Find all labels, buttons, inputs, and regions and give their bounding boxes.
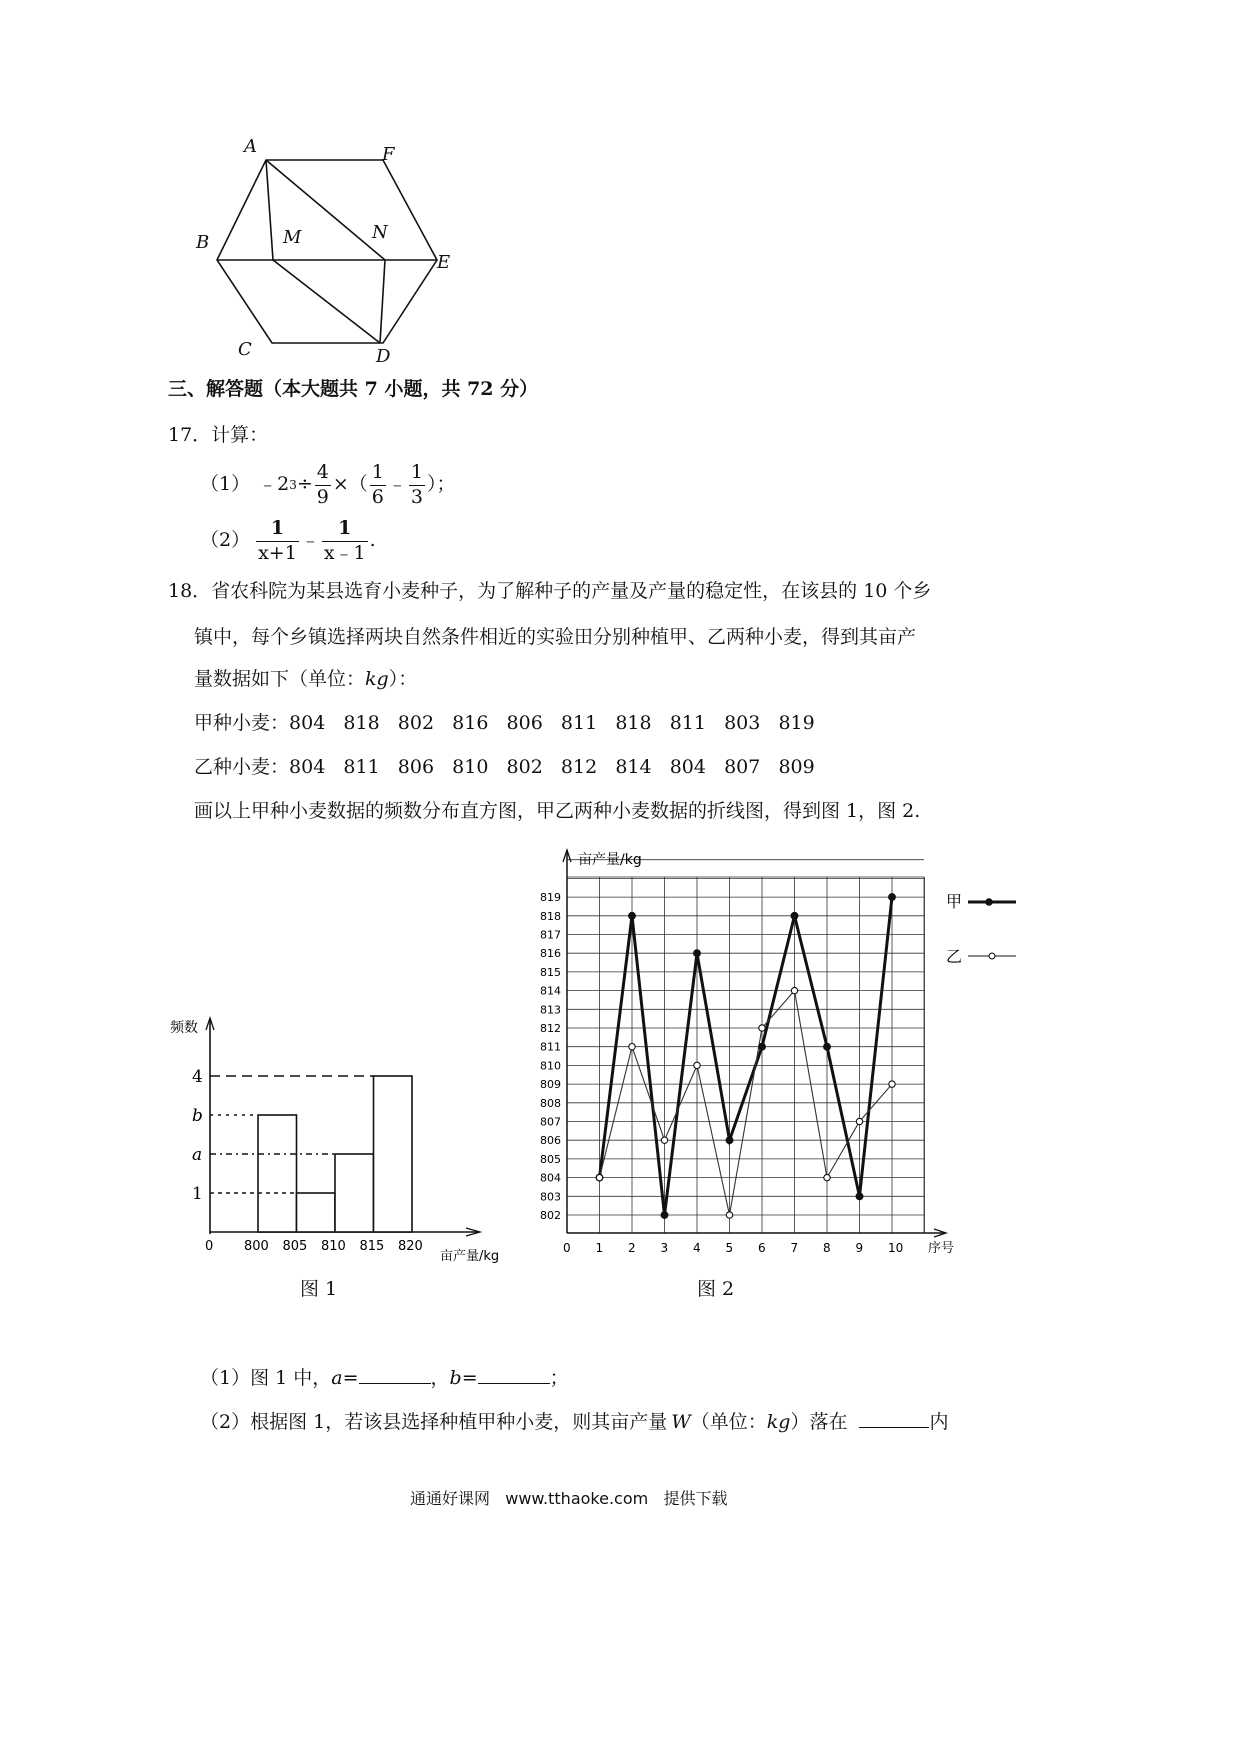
frac-den: x+1: [258, 541, 297, 564]
y-tick-label: 814: [540, 984, 561, 998]
sub2-text-d: 内: [929, 1411, 949, 1433]
series-point-乙: [759, 1025, 765, 1031]
series-point-乙: [694, 1062, 700, 1068]
series-point-甲: [856, 1193, 863, 1200]
q17-p1-lead: ﹣2: [258, 473, 290, 496]
label-C: C: [238, 339, 252, 360]
series-point-甲: [661, 1212, 668, 1219]
x-tick-label: 815: [359, 1239, 385, 1254]
series-point-甲: [694, 950, 701, 957]
y-tick-label: 802: [540, 1209, 561, 1222]
series-point-乙: [629, 1044, 635, 1050]
answer-blank-w[interactable]: [859, 1410, 929, 1428]
x-tick-label: 805: [282, 1239, 308, 1254]
q17-part1: [200, 462, 455, 508]
segment-AM: [266, 160, 273, 260]
series-point-乙: [596, 1174, 602, 1180]
yi-label: 乙种小麦：: [194, 756, 290, 778]
x-tick-label: 810: [321, 1239, 346, 1254]
q17-p1-label: （1）: [200, 473, 251, 496]
q17-p2-minus: ﹣: [300, 529, 320, 552]
q17-p1-minus: ﹣: [387, 473, 407, 496]
semicolon: ；: [549, 1367, 569, 1389]
y-axis-label: 亩产量/kg: [578, 852, 642, 868]
jia-label: 甲种小麦：: [194, 712, 290, 734]
sub1-text: （1）图 1 中，: [200, 1367, 332, 1389]
series-point-甲: [759, 1043, 766, 1050]
frac-num: 1: [409, 461, 425, 486]
x-axis-label: 序号: [928, 1241, 955, 1256]
q18-yi-row: [194, 756, 815, 780]
answer-blank-a[interactable]: [359, 1366, 431, 1384]
legend-marker-jia: [986, 899, 993, 906]
x-tick-label: 800: [244, 1239, 269, 1254]
legend-label: 甲: [946, 892, 963, 911]
y-tick-label: 819: [540, 891, 561, 905]
y-tick-label: 808: [540, 1096, 561, 1110]
y-tick-label: 815: [540, 965, 561, 979]
series-point-乙: [856, 1118, 862, 1124]
x-tick-label: 4: [693, 1241, 701, 1255]
x-tick-label: 1: [595, 1241, 604, 1255]
q17-p2-label: （2）: [200, 529, 251, 552]
histogram-bar: [297, 1193, 336, 1232]
series-point-乙: [726, 1212, 732, 1218]
y-tick-label: 813: [540, 1003, 561, 1017]
q17-p1-exp: 3: [289, 477, 297, 492]
hexagon-outline: [217, 160, 437, 343]
eq: =: [461, 1367, 478, 1389]
answer-blank-b[interactable]: [478, 1366, 550, 1384]
q17-p1-div: ÷: [296, 473, 313, 496]
x-tick-label: 0: [205, 1239, 214, 1254]
section-title: 三、解答题（本大题共 7 小题，共 72 分）: [168, 378, 539, 400]
label-E: E: [437, 252, 451, 273]
y-tick-label: 816: [540, 947, 561, 961]
frac-den: 3: [410, 485, 423, 508]
frac-den: 6: [371, 485, 384, 508]
q17-p1-frac3: [409, 461, 425, 510]
series-line-甲: [600, 897, 893, 1215]
frac-num: 1: [256, 517, 299, 542]
q17-p1-frac1: [315, 461, 331, 510]
segment-ND: [380, 260, 385, 343]
label-D: D: [376, 346, 391, 367]
yi-values: 804 811 806 810 802 812 814 804 807 809: [289, 756, 815, 778]
figure2-line-chart: [525, 840, 1030, 1260]
series-point-乙: [661, 1137, 667, 1143]
figure2-caption: 图 2: [697, 1278, 735, 1300]
label-M: M: [283, 227, 302, 248]
series-point-甲: [889, 894, 896, 901]
var-b: b: [449, 1367, 462, 1389]
x-tick-label: 5: [725, 1241, 734, 1255]
q17-p1-end: ）；: [426, 473, 456, 496]
y-tick-label: 817: [540, 928, 561, 942]
q18-line3-unit: kg: [365, 668, 389, 690]
legend-label: 乙: [946, 947, 963, 966]
series-point-乙: [824, 1174, 830, 1180]
q18-line1: 18．省农科院为某县选育小麦种子，为了解种子的产量及产量的稳定性，在该县的 10 个乡: [168, 580, 932, 602]
x-tick-label: 8: [823, 1241, 831, 1255]
series-point-乙: [889, 1081, 895, 1087]
x-tick-label: 7: [790, 1241, 799, 1255]
frac-den: x﹣1: [323, 541, 366, 564]
y-tick-label: 805: [540, 1152, 561, 1166]
frac-num: 4: [315, 461, 331, 486]
y-tick-label: 807: [540, 1115, 561, 1129]
y-tick-label: 811: [540, 1040, 561, 1054]
unit-kg: kg: [766, 1411, 791, 1433]
jia-values: 804 818 802 816 806 811 818 811 803 819: [289, 712, 815, 734]
var-w: W: [671, 1411, 691, 1433]
hexagon-figure: [196, 136, 470, 380]
y-tick-label: 818: [540, 909, 561, 923]
x-tick-label: 820: [398, 1239, 423, 1254]
histogram-bar: [335, 1154, 374, 1232]
y-tick-label: 4: [192, 1067, 203, 1087]
var-a: a: [331, 1367, 343, 1389]
q18-sub2: [200, 1410, 948, 1435]
series-point-甲: [824, 1043, 831, 1050]
x-tick-label: 9: [855, 1241, 864, 1255]
q18-line2: 镇中，每个乡镇选择两块自然条件相近的实验田分别种植甲、乙两种小麦，得到其亩产: [194, 626, 917, 648]
segment-MD: [273, 260, 380, 343]
q18-sub1: [200, 1366, 569, 1391]
q17-p1-times: ×（: [332, 473, 368, 496]
q17-stem: 17．计算：: [168, 424, 269, 446]
q18-line3-a: 量数据如下（单位：: [194, 668, 366, 690]
x-tick-label: 2: [628, 1241, 636, 1255]
q17-p2-end: .: [369, 529, 376, 552]
footer-text: 通通好课网 www.tthaoke.com 提供下载: [410, 1489, 728, 1508]
y-tick-label: 810: [540, 1059, 561, 1073]
frac-num: 1: [370, 461, 386, 486]
sub2-text: （2）根据图 1，若该县选择种植甲种小麦，则其亩产量: [200, 1411, 668, 1433]
sub2-text-c: ）落在: [790, 1411, 848, 1433]
x-axis-label: 亩产量/kg: [440, 1249, 500, 1264]
y-tick-label: 806: [540, 1134, 561, 1148]
q18-draw-line: 画以上甲种小麦数据的频数分布直方图，甲乙两种小麦数据的折线图，得到图 1，图 2.: [194, 800, 921, 822]
label-F: F: [382, 144, 395, 165]
histogram-bar: [374, 1076, 413, 1232]
sub2-text-b: （单位：: [690, 1411, 767, 1433]
q18-line3: [194, 668, 417, 692]
q17-p2-frac1: [256, 517, 299, 566]
series-point-乙: [791, 987, 797, 993]
legend-marker-yi: [989, 953, 995, 959]
x-tick-label: 6: [758, 1241, 766, 1255]
q17-p1-frac2: [370, 461, 386, 510]
x-tick-label: 0: [563, 1241, 571, 1255]
y-tick-label: 803: [540, 1190, 561, 1204]
q17-p2-frac2: [322, 517, 368, 566]
y-tick-label: 1: [192, 1184, 203, 1204]
eq: =: [342, 1367, 359, 1389]
histogram-bar: [258, 1115, 297, 1232]
y-tick-label: a: [192, 1145, 203, 1165]
label-N: N: [372, 222, 388, 243]
label-B: B: [196, 232, 210, 253]
x-tick-label: 3: [660, 1241, 669, 1255]
frac-num: 1: [322, 517, 368, 542]
y-tick-label: 812: [540, 1022, 561, 1035]
label-A: A: [244, 136, 257, 157]
series-point-甲: [791, 912, 798, 919]
q18-jia-row: [194, 712, 815, 736]
y-tick-label: 809: [540, 1078, 561, 1092]
q17-part2: [200, 516, 376, 566]
q18-line3-b: ）：: [388, 668, 418, 690]
x-tick-label: 10: [888, 1241, 904, 1255]
y-axis-label: 频数: [170, 1020, 198, 1036]
frac-den: 9: [316, 485, 329, 508]
series-point-甲: [726, 1137, 733, 1144]
y-tick-label: b: [192, 1106, 203, 1126]
comma: ，: [430, 1367, 450, 1389]
figure1-caption: 图 1: [300, 1278, 338, 1300]
y-tick-label: 804: [540, 1171, 561, 1185]
series-point-甲: [629, 912, 636, 919]
figure1-histogram: [160, 1005, 530, 1275]
